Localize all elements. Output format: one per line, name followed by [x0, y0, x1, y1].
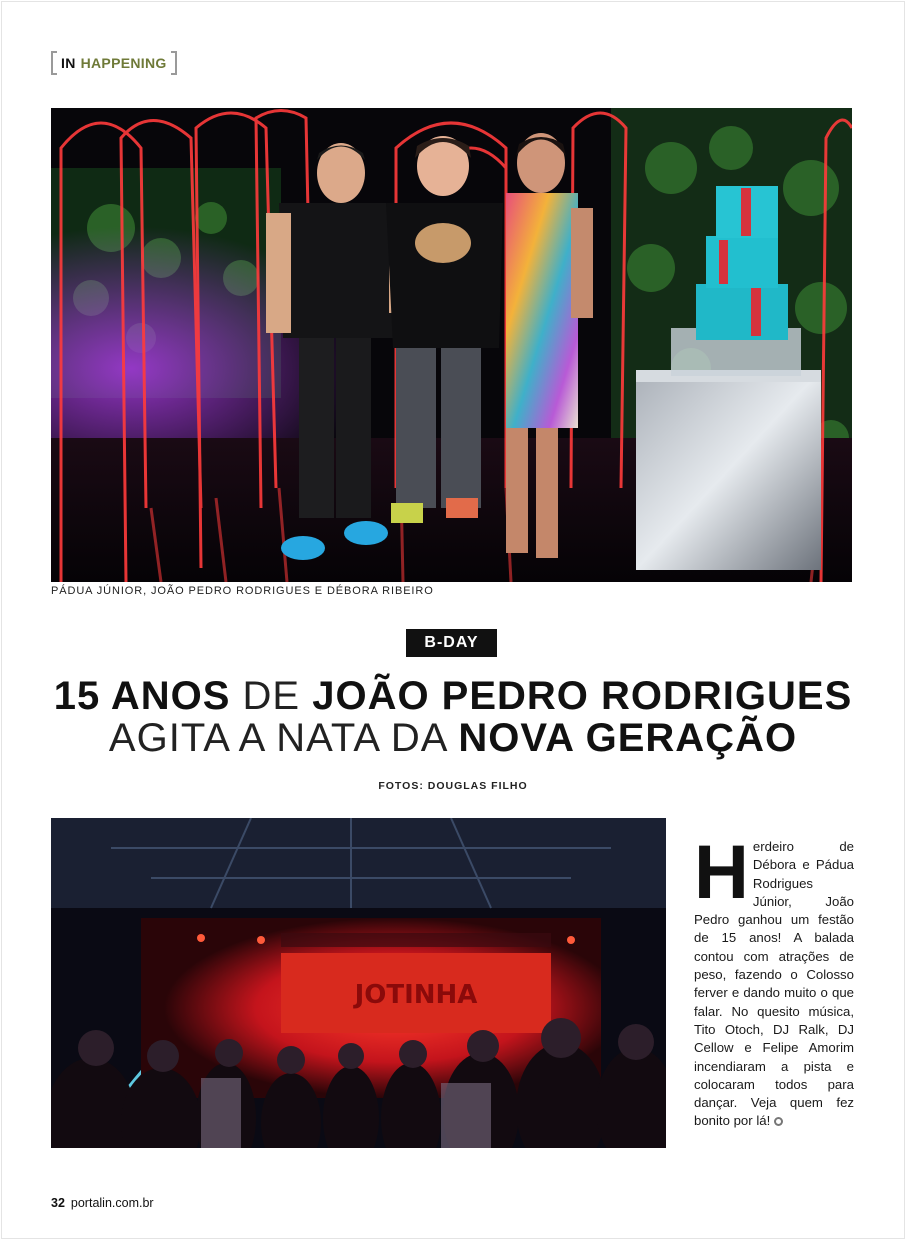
section-tag-text: [57, 55, 171, 71]
article-body: [694, 830, 854, 1131]
page-number: 32: [51, 1196, 65, 1210]
headline-part: 15 ANOS: [53, 674, 243, 718]
photo-credit: FOTOS: DOUGLAS FILHO: [378, 780, 528, 792]
stage-sign-text: JOTINHA: [354, 980, 478, 1010]
page-footer: [51, 1196, 154, 1210]
headline-line-1: [30, 672, 876, 720]
party-dancefloor-photo: [51, 818, 666, 1148]
section-name: HAPPENING: [80, 55, 167, 71]
site-url: portalin.com.br: [70, 1196, 154, 1210]
dancefloor-illustration: [51, 818, 666, 1148]
headline-part: JOÃO PEDRO RODRIGUES: [312, 674, 853, 718]
drop-cap: H: [694, 830, 749, 915]
article-text: erdeiro de Débora e Pádua Rodrigues Júnior, João Pedro ganhou um festão de 15 anos! A balada contou com atrações de peso, fazendo o Colosso ferver e dando muito o que falar. No quesito música, Tito Otoch, DJ Ralk, DJ Cellow e Felipe Amorim incendiaram a pista e colocaram todos para dançar. Veja quem fez bonito por lá!: [694, 839, 854, 1129]
party-portrait-illustration: [51, 108, 852, 582]
photo-caption: PÁDUA JÚNIOR, JOÃO PEDRO RODRIGUES E DÉBORA RIBEIRO: [51, 585, 434, 597]
category-badge: B-DAY: [406, 629, 497, 657]
end-mark-icon: [774, 1117, 783, 1126]
headline-part: DE: [242, 674, 313, 718]
section-tag: [51, 51, 177, 75]
headline-part: NOVA GERAÇÃO: [458, 716, 798, 760]
headline-line-2: [30, 714, 876, 762]
party-portrait-photo: [51, 108, 852, 582]
headline-part: AGITA A NATA DA: [108, 716, 459, 760]
section-prefix: IN: [61, 55, 76, 71]
bracket-right: [171, 51, 177, 75]
